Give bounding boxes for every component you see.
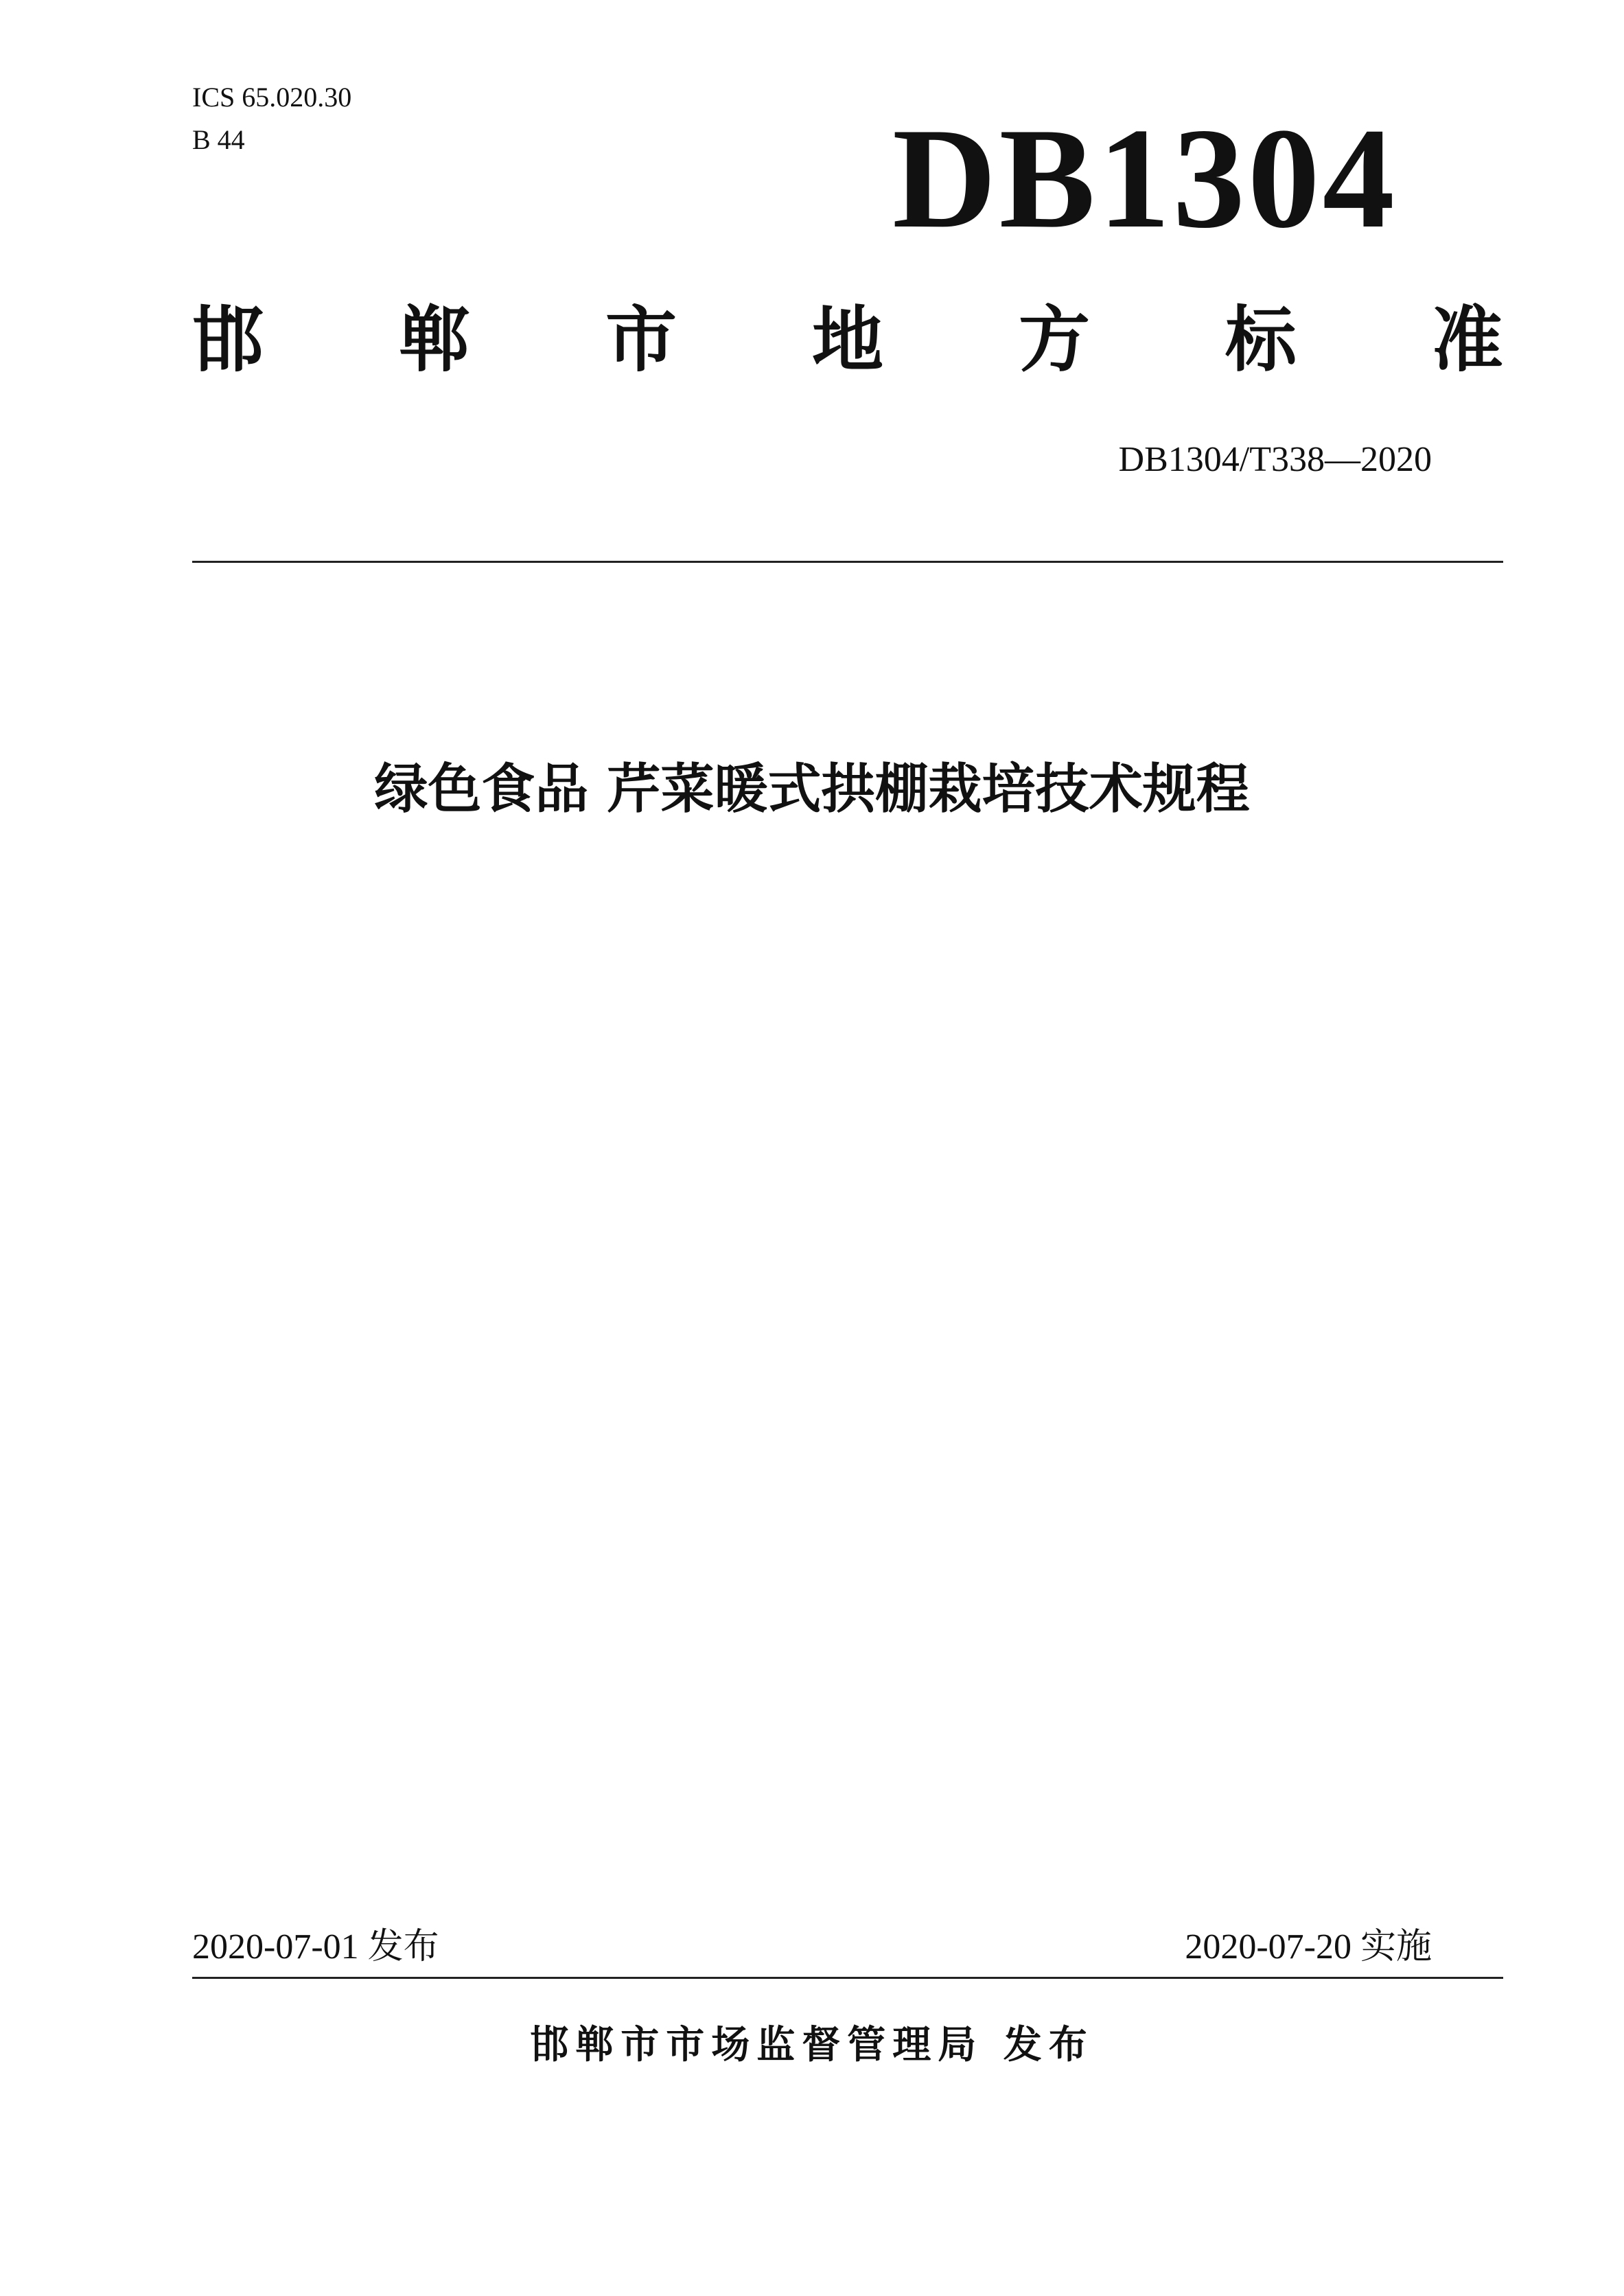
ics-code: ICS 65.020.30	[192, 82, 352, 113]
ccs-code: B 44	[192, 124, 245, 155]
document-title: 绿色食品 芹菜暖式拱棚栽培技术规程	[374, 758, 1250, 820]
standard-type-char: 郸	[398, 298, 470, 382]
standard-type-char: 准	[1431, 298, 1503, 382]
standard-type-char: 市	[605, 298, 677, 382]
standard-code-logo: DB1304	[892, 99, 1397, 258]
standard-type-char: 标	[1225, 298, 1297, 382]
standard-type-char: 地	[811, 298, 883, 382]
standard-type-heading	[192, 295, 1503, 384]
issue-date: 2020-07-01 发布	[192, 1927, 439, 1967]
standard-type-char: 邯	[192, 298, 264, 382]
implementation-date: 2020-07-20 实施	[1185, 1927, 1432, 1967]
standard-type-char: 方	[1018, 298, 1090, 382]
publisher: 邯郸市市场监督管理局 发布	[530, 2023, 1094, 2067]
top-divider	[192, 561, 1503, 563]
standard-number: DB1304/T338—2020	[1118, 440, 1432, 479]
bottom-divider	[192, 1977, 1503, 1979]
